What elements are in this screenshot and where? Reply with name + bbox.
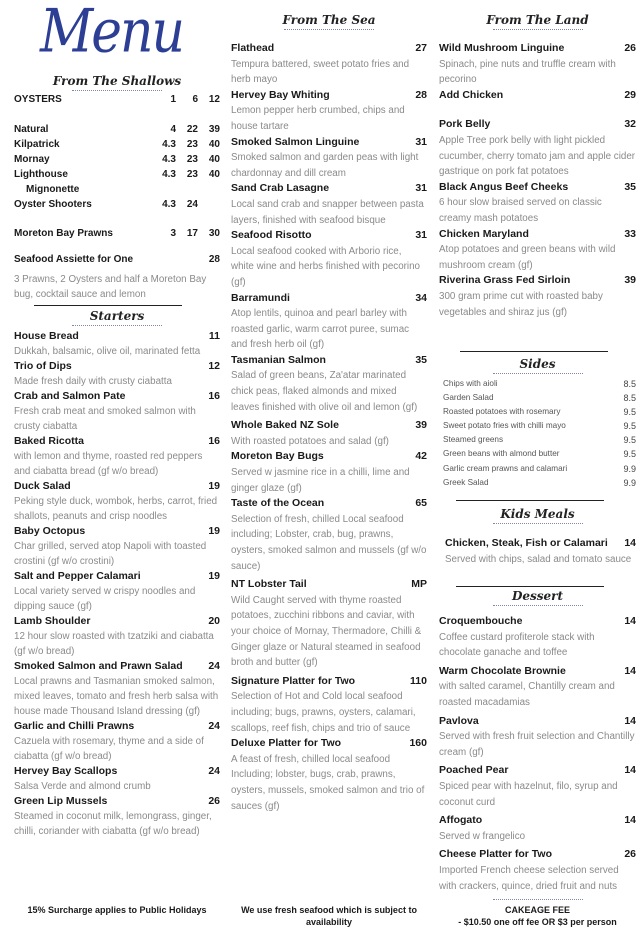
item-price: 24: [208, 765, 220, 777]
item-desc: Smoked salmon and garden peas with light chardonnay and dill cream: [231, 152, 419, 179]
row-price: 17: [186, 228, 198, 239]
item-price: 34: [415, 291, 427, 304]
item-price: 42: [415, 450, 427, 463]
item-price: 16: [208, 390, 220, 402]
menu-item: [439, 714, 636, 761]
item-name: Riverina Grass Fed Sirloin: [439, 274, 571, 287]
menu-item: [231, 418, 427, 449]
section-heading-kids: [439, 507, 636, 524]
item-name: Seafood Risotto: [231, 229, 312, 242]
row-price: 30: [208, 228, 220, 239]
row-label: Mornay: [14, 154, 50, 165]
item-price: MP: [411, 578, 427, 591]
row-price: 6: [192, 94, 198, 105]
item-desc: 3 Prawns, 2 Oysters and half a Moreton Bay bug, cocktail sauce and lemon: [14, 274, 207, 300]
menu-item: [14, 524, 220, 569]
side-name: Roasted potatoes with rosemary: [443, 407, 561, 417]
item-desc: Fresh crab meat and smoked salmon with crusty ciabatta: [14, 406, 196, 432]
oysters-section: [14, 93, 220, 302]
row-price: 1: [170, 94, 176, 105]
row-price: 4.3: [162, 199, 176, 210]
menu-item: [231, 88, 427, 135]
item-desc: Local variety served w crispy noodles and dipping sauce (gf): [14, 586, 196, 612]
row-label: Lighthouse: [14, 169, 68, 180]
item-name: Hervey Bay Scallops: [14, 765, 118, 777]
section-heading-shallows: [14, 74, 220, 91]
menu-item: [231, 353, 427, 415]
item-desc: Local sand crab and snapper between pasta layers, finished with seafood bisque: [231, 198, 424, 226]
item-price: 26: [208, 795, 220, 807]
item-desc: Selection of Hot and Cold local seafood including; bugs, prawns, oysters, calamari, scallops, reef fish, chips and trio of sauce: [231, 691, 416, 734]
item-price: 33: [624, 227, 636, 240]
item-desc: Salad of green beans, Za'atar marinated chick peas, flaked almonds and mixed leaves finished with olive oil and lemon (gf): [231, 370, 418, 413]
side-name: Sweet potato fries with chilli mayo: [443, 421, 566, 431]
divider: [34, 305, 182, 306]
item-name: Salt and Pepper Calamari: [14, 570, 141, 582]
item-name: Add Chicken: [439, 88, 504, 101]
row-price: 4.3: [162, 139, 176, 150]
item-price: 24: [208, 660, 220, 672]
oyster-row: [14, 198, 220, 213]
menu-item: [439, 664, 636, 711]
item-name: Pavlova: [439, 714, 479, 727]
row-label: Kilpatrick: [14, 139, 60, 150]
menu-item: [14, 252, 220, 302]
side-price: 9.9: [623, 477, 636, 488]
land-list: [439, 41, 636, 320]
row-price: 23: [186, 139, 198, 150]
item-name: Trio of Dips: [14, 360, 72, 372]
menu-item: [14, 359, 220, 389]
oyster-row: [14, 213, 220, 242]
item-desc: with lemon and thyme, roasted red peppers and ciabatta bread (gf w/o bread): [14, 451, 203, 477]
side-name: Green beans with almond butter: [443, 449, 560, 459]
item-price: 14: [624, 537, 636, 549]
menu-item: [439, 117, 636, 179]
item-name: Moreton Bay Bugs: [231, 450, 324, 463]
menu-item: [439, 88, 636, 104]
item-price: 19: [208, 525, 220, 537]
item-price: 24: [208, 720, 220, 732]
item-name: Seafood Assiette for One: [14, 254, 134, 265]
item-desc: Cazuela with rosemary, thyme and a side of ciabatta (gf w/o bread): [14, 736, 204, 762]
item-price: 35: [624, 180, 636, 193]
side-item: [443, 433, 636, 447]
item-name: Baked Ricotta: [14, 435, 85, 447]
item-desc: Local seafood cooked with Arborio rice, white wine and herbs finished with pecorino (gf): [231, 245, 420, 288]
menu-item: [231, 228, 427, 290]
item-desc: with salted caramel, Chantilly cream and roasted macadamias: [439, 681, 615, 708]
row-label: Natural: [14, 124, 49, 135]
item-price: 20: [208, 615, 220, 627]
row-price: 4.3: [162, 169, 176, 180]
item-name: Barramundi: [231, 291, 290, 304]
section-heading-dessert: [439, 589, 636, 606]
starters-list: [14, 329, 220, 839]
menu-item: [14, 719, 220, 764]
item-desc: Local prawns and Tasmanian smoked salmon, mixed leaves, tomato and fresh herb salsa with house made Thousand Island dressing (gf): [14, 676, 219, 717]
row-price: 3: [170, 228, 176, 239]
oyster-row: [14, 153, 220, 168]
item-name: Green Lip Mussels: [14, 795, 108, 807]
side-price: 9.5: [623, 449, 636, 460]
item-price: 12: [208, 360, 220, 372]
row-price: 40: [208, 139, 220, 150]
item-price: 11: [208, 330, 220, 342]
item-desc: Served with fresh fruit selection and Chantilly cream (gf): [439, 731, 635, 758]
side-name: Garden Salad: [443, 393, 494, 403]
menu-item: [231, 41, 427, 88]
side-price: 9.5: [623, 407, 636, 418]
menu-item: [439, 614, 636, 661]
item-price: 39: [415, 419, 427, 432]
surcharge-note: 15% Surcharge applies to Public Holidays: [27, 905, 207, 915]
kids-list: [445, 536, 636, 567]
row-price: 39: [208, 124, 220, 135]
item-desc: Served with chips, salad and tomato sauce: [445, 553, 632, 565]
item-desc: 300 gram prime cut with roasted baby vegetables and shiraz jus (gf): [439, 290, 603, 318]
item-desc: Wild Caught served with thyme roasted potatoes, zucchini ribbons and caviar, with your choice of Mornay, Thermadore, Chilli & Ginger glaze or Natural steamed in seafood broth and butter (gf): [231, 594, 422, 669]
side-item: [443, 405, 636, 419]
item-desc: Spinach, pine nuts and truffle cream with pecorino: [439, 58, 616, 86]
cakeage-fee: [439, 899, 636, 928]
item-desc: Salsa Verde and almond crumb: [14, 781, 151, 792]
item-desc: Tempura battered, sweet potato fries and herb mayo: [231, 58, 410, 86]
item-name: Affogato: [439, 814, 483, 827]
row-price: 40: [208, 154, 220, 165]
item-desc: Served w frangelico: [439, 830, 526, 842]
item-price: 65: [415, 497, 427, 510]
divider: [456, 500, 604, 501]
row-price: [198, 183, 220, 198]
row-price: 4: [170, 124, 176, 135]
item-desc: 6 hour slow braised served on classic creamy mash potatoes: [439, 197, 602, 224]
item-price: 110: [410, 674, 427, 687]
item-price: 19: [208, 570, 220, 582]
menu-logo: Menu: [40, 0, 183, 67]
item-name: Flathead: [231, 42, 275, 54]
side-name: Garlic cream prawns and calamari: [443, 463, 568, 473]
menu-item: [231, 135, 427, 182]
item-price: 14: [624, 814, 636, 827]
oysters-table: [14, 93, 220, 242]
row-label: OYSTERS: [14, 94, 62, 105]
menu-item: [445, 536, 636, 567]
oyster-row: [14, 138, 220, 153]
menu-item: [14, 614, 220, 659]
side-price: 8.5: [623, 379, 636, 389]
item-desc: Imported French cheese selection served with crackers, quince, dried fruit and nuts: [439, 864, 619, 892]
row-price: 22: [186, 124, 198, 135]
item-price: 35: [415, 353, 427, 366]
side-item: [443, 377, 636, 391]
section-heading-starters: [14, 309, 220, 326]
sea-list: [231, 41, 427, 814]
item-price: 27: [415, 42, 427, 54]
item-name: House Bread: [14, 330, 79, 342]
cakeage-text: - $10.50 one off fee OR $3 per person: [458, 917, 617, 927]
item-desc: Made fresh daily with crusty ciabatta: [14, 376, 172, 387]
item-name: Chicken, Steak, Fish or Calamari: [445, 537, 608, 549]
side-price: 9.9: [623, 463, 636, 474]
menu-item: [14, 764, 220, 794]
oyster-row: [14, 108, 220, 138]
menu-item: [439, 813, 636, 844]
row-price: 12: [208, 94, 220, 105]
item-price: 31: [415, 229, 427, 242]
item-price: 26: [624, 42, 636, 54]
menu-item: [439, 180, 636, 227]
side-name: Chips with aioli: [443, 379, 498, 388]
item-name: Pork Belly: [439, 118, 491, 131]
row-price: 24: [186, 199, 198, 210]
item-price: 160: [409, 737, 427, 750]
item-desc: Coffee custard profiterole stack with chocolate ganache and toffee: [439, 631, 595, 659]
heading-text: Dessert: [511, 589, 564, 603]
item-desc: Served w jasmine rice in a chilli, lime and ginger glaze (gf): [231, 467, 410, 494]
item-name: Hervey Bay Whiting: [231, 88, 330, 101]
item-name: Baby Octopus: [14, 525, 86, 537]
menu-item: [14, 389, 220, 434]
item-name: Black Angus Beef Cheeks: [439, 180, 569, 193]
section-heading-land: [439, 13, 636, 30]
item-name: NT Lobster Tail: [231, 578, 307, 591]
oyster-row: [14, 183, 220, 198]
heading-text: Kids Meals: [500, 507, 575, 521]
item-desc: Apple Tree pork belly with light pickled cucumber, cherry tomato jam and apple cider gastrique on pork fat potatoes: [439, 134, 636, 178]
menu-item: [231, 181, 427, 228]
menu-item: [14, 434, 220, 479]
item-name: Tasmanian Salmon: [231, 353, 326, 366]
item-price: 39: [624, 274, 636, 287]
item-desc: Lemon pepper herb crumbed, chips and house tartare: [231, 105, 405, 132]
row-price: 23: [186, 169, 198, 180]
item-name: Warm Chocolate Brownie: [439, 664, 566, 677]
side-price: 9.5: [623, 421, 636, 432]
sides-list: [443, 377, 636, 490]
divider: [460, 351, 608, 352]
item-price: 31: [415, 135, 427, 148]
menu-item: [231, 577, 427, 671]
menu-item: [231, 496, 427, 574]
menu-item: [14, 794, 220, 839]
fresh-seafood-note: We use fresh seafood which is subject to availability: [241, 905, 417, 927]
dessert-list: [439, 614, 636, 894]
row-label: Mignonette: [26, 184, 80, 195]
item-name: Sand Crab Lasagne: [231, 182, 330, 195]
item-desc: Char grilled, served atop Napoli with toasted crostini (gf w/o crostini): [14, 541, 207, 567]
item-price: 19: [208, 480, 220, 492]
side-item: [443, 476, 636, 490]
menu-item: [439, 763, 636, 810]
side-price: 9.5: [623, 435, 636, 446]
item-name: Crab and Salmon Pate: [14, 390, 126, 402]
item-name: Cheese Platter for Two: [439, 848, 552, 861]
side-item: [443, 447, 636, 461]
item-price: 28: [415, 88, 427, 101]
item-desc: Dukkah, balsamic, olive oil, marinated fetta: [14, 346, 201, 357]
side-price: 8.5: [623, 393, 636, 404]
menu-item: [439, 847, 636, 894]
item-name: Croquembouche: [439, 615, 523, 627]
item-name: Garlic and Chilli Prawns: [14, 720, 135, 732]
row-price: [176, 183, 198, 198]
item-name: Duck Salad: [14, 480, 71, 492]
menu-item: [439, 227, 636, 274]
row-label: Oyster Shooters: [14, 199, 92, 210]
item-price: 26: [624, 848, 636, 861]
item-name: Wild Mushroom Linguine: [439, 42, 565, 54]
section-heading-sea: [231, 13, 427, 30]
side-item: [443, 391, 636, 405]
item-name: Deluxe Platter for Two: [231, 737, 342, 750]
menu-item: [439, 41, 636, 88]
menu-item: [14, 329, 220, 359]
item-name: Poached Pear: [439, 764, 509, 777]
item-name: Lamb Shoulder: [14, 615, 91, 627]
item-desc: Peking style duck, wombok, herbs, carrot, fried shallots, peanuts and crisp noodles: [14, 496, 218, 522]
item-desc: Selection of fresh, chilled Local seafood including; Lobster, crab, bug, prawns, oysters, smoked salmon and mussels (gf w/o sauce): [231, 513, 427, 572]
heading-text: From The Sea: [282, 13, 376, 27]
item-name: Signature Platter for Two: [231, 674, 356, 687]
row-price: 4.3: [162, 154, 176, 165]
heading-text: Sides: [519, 357, 556, 371]
item-name: Chicken Maryland: [439, 227, 529, 240]
menu-item: [14, 659, 220, 719]
item-price: 14: [624, 714, 636, 727]
menu-item: [231, 736, 427, 814]
row-label: Moreton Bay Prawns: [14, 228, 113, 239]
menu-item: [231, 291, 427, 353]
item-price: 29: [624, 88, 636, 101]
section-heading-sides: [439, 357, 636, 374]
side-item: [443, 462, 636, 476]
item-desc: Spiced pear with hazelnut, filo, syrup and coconut curd: [439, 780, 618, 808]
item-desc: A feast of fresh, chilled local seafood Including; lobster, bugs, crab, prawns, oysters, mussels, smoked salmon and trio of sauces (gf): [231, 753, 425, 812]
item-price: 31: [415, 182, 427, 195]
item-name: Whole Baked NZ Sole: [231, 419, 339, 432]
item-price: 32: [624, 118, 636, 131]
item-price: 14: [624, 664, 636, 677]
item-desc: With roasted potatoes and salad (gf): [231, 435, 389, 447]
heading-text: Starters: [89, 309, 145, 323]
item-desc: Steamed in coconut milk, lemongrass, ginger, chilli, coriander with ciabatta (gf w/o bread): [14, 811, 212, 837]
row-price: [154, 183, 176, 198]
item-price: 14: [624, 615, 636, 627]
heading-text: From The Shallows: [52, 74, 182, 88]
oyster-row: [14, 168, 220, 183]
item-name: Smoked Salmon Linguine: [231, 135, 360, 148]
side-item: [443, 419, 636, 433]
row-price: 23: [186, 154, 198, 165]
item-desc: Atop potatoes and green beans with wild mushroom cream (gf): [439, 244, 616, 271]
side-name: Greek Salad: [443, 477, 489, 487]
item-name: Smoked Salmon and Prawn Salad: [14, 660, 183, 672]
cakeage-title: CAKEAGE FEE: [504, 905, 570, 915]
item-price: 16: [208, 435, 220, 447]
item-price: 14: [624, 764, 636, 777]
menu-item: [439, 273, 636, 320]
item-name: Taste of the Ocean: [231, 497, 325, 510]
divider: [456, 586, 604, 587]
menu-item: [231, 449, 427, 496]
menu-item: [14, 569, 220, 614]
menu-item: [231, 674, 427, 736]
oyster-row: [14, 93, 220, 108]
menu-item: [14, 479, 220, 524]
item-desc: 12 hour slow roasted with tzatziki and ciabatta (gf w/o bread): [14, 631, 214, 657]
item-desc: Atop lentils, quinoa and pearl barley with roasted garlic, warm carrot puree, sumac and fresh herb oil (gf): [231, 308, 410, 351]
row-price: 40: [208, 169, 220, 180]
row-price: [198, 198, 220, 213]
item-price: 28: [208, 254, 220, 265]
side-name: Steamed greens: [443, 435, 504, 445]
heading-text: From The Land: [486, 13, 589, 27]
